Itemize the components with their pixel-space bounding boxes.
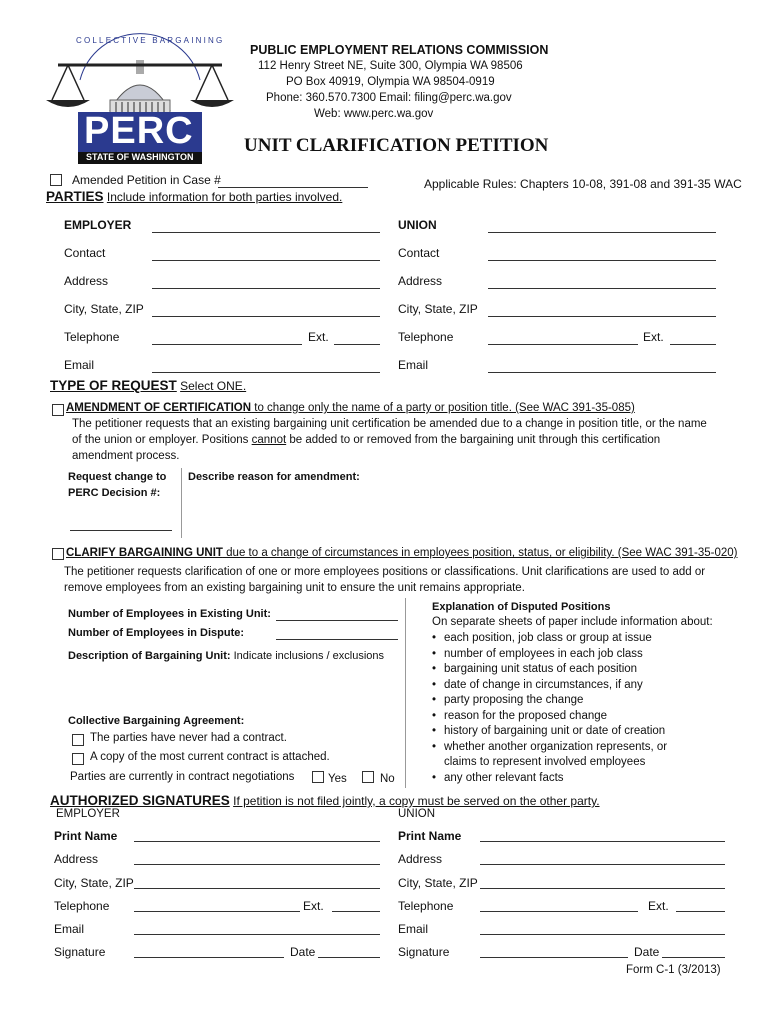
perc-logo — [40, 30, 240, 170]
sig-union-ext-field[interactable] — [676, 911, 725, 912]
explanation-bullet-item: • each position, job class or group at issue — [444, 632, 652, 644]
sig-union-telephone-label: Telephone — [398, 899, 454, 913]
sig-employer-date-field[interactable] — [318, 957, 380, 958]
union-contact-label: Contact — [398, 246, 440, 260]
employer-ext-label: Ext. — [308, 330, 329, 344]
sig-union-email-label: Email — [398, 922, 429, 936]
amendment-para-3: amendment process. — [72, 450, 180, 462]
signatures-heading: AUTHORIZED SIGNATURES If petition is not filed jointly, a copy must be served on the other party. — [50, 793, 600, 808]
logo-state: STATE OF WASHINGTON — [86, 152, 194, 162]
sig-employer-address-label: Address — [54, 852, 99, 866]
union-email-field[interactable] — [488, 372, 716, 373]
amended-label: Amended Petition in Case # — [72, 173, 221, 187]
clarify-para-2: remove employees from an existing bargaining unit to ensure the unit remains appropriate. — [64, 582, 525, 594]
sig-employer-telephone-field[interactable] — [134, 911, 300, 912]
amendment-para-1: The petitioner requests that an existing bargaining unit certification be amended due to a change in position title, or the name — [72, 418, 707, 430]
never-contract-label: The parties have never had a contract. — [90, 732, 287, 744]
sig-employer-print-name-field[interactable] — [134, 841, 380, 842]
employer-city-field[interactable] — [152, 316, 380, 317]
explanation-bullet-item: • bargaining unit status of each position — [444, 663, 637, 675]
sig-employer-email-field[interactable] — [134, 934, 380, 935]
sig-union-email-field[interactable] — [480, 934, 725, 935]
union-city-field[interactable] — [488, 316, 716, 317]
union-telephone-label: Telephone — [398, 330, 454, 344]
sig-employer-email-label: Email — [54, 922, 85, 936]
form-number: Form C-1 (3/2013) — [626, 964, 721, 976]
amendment-para-2: of the union or employer. Positions cannot be added to or removed from the bargaining unit through this certification — [72, 434, 661, 446]
amendment-checkbox[interactable] — [52, 404, 64, 416]
union-telephone-field[interactable] — [488, 344, 638, 345]
agency-contact: Phone: 360.570.7300 Email: filing@perc.wa.gov — [266, 92, 512, 104]
sig-employer-signature-field[interactable] — [134, 957, 284, 958]
sig-union-date-field[interactable] — [662, 957, 725, 958]
amendment-divider — [181, 468, 182, 538]
desc-unit-field[interactable] — [68, 666, 398, 712]
employer-contact-label: Contact — [64, 246, 106, 260]
sig-employer-city-label: City, State, ZIP — [54, 876, 134, 890]
sig-employer-address-field[interactable] — [134, 864, 380, 865]
sig-union-print-name-label: Print Name — [398, 829, 462, 843]
employer-telephone-label: Telephone — [64, 330, 120, 344]
explanation-bullet-item: • history of bargaining unit or date of creation — [444, 725, 665, 737]
sig-employer-city-field[interactable] — [134, 888, 380, 889]
num-existing-field[interactable] — [276, 620, 398, 621]
logo-name: PERC — [84, 110, 194, 152]
sig-union-city-label: City, State, ZIP — [398, 876, 478, 890]
perc-decision-field[interactable] — [70, 530, 172, 531]
employer-title: EMPLOYER — [64, 218, 132, 232]
explanation-bullet-item: • whether another organization represents, or — [444, 741, 667, 753]
sig-union-signature-field[interactable] — [480, 957, 628, 958]
union-contact-field[interactable] — [488, 260, 716, 261]
union-ext-field[interactable] — [670, 344, 716, 345]
request-heading: TYPE OF REQUEST Select ONE. — [50, 378, 247, 393]
employer-email-field[interactable] — [152, 372, 380, 373]
sig-employer-title: EMPLOYER — [56, 808, 120, 820]
num-existing-label: Number of Employees in Existing Unit: — [68, 608, 271, 620]
amended-checkbox[interactable] — [50, 174, 62, 186]
sig-union-signature-label: Signature — [398, 945, 450, 959]
sig-union-ext-label: Ext. — [648, 899, 669, 913]
sig-employer-telephone-label: Telephone — [54, 899, 110, 913]
negotiations-yes-label: Yes — [328, 773, 347, 785]
copy-attached-label: A copy of the most current contract is attached. — [90, 751, 330, 763]
sig-union-city-field[interactable] — [480, 888, 725, 889]
form-title: UNIT CLARIFICATION PETITION — [244, 135, 549, 156]
clarify-title: CLARIFY BARGAINING UNIT due to a change of circumstances in employees position, status, or eligibility. (See WAC 391-35-020) — [66, 547, 738, 559]
clarify-checkbox[interactable] — [52, 548, 64, 560]
union-address-field[interactable] — [488, 288, 716, 289]
num-dispute-label: Number of Employees in Dispute: — [68, 627, 245, 639]
request-change-label-2: PERC Decision #: — [68, 487, 161, 499]
employer-email-label: Email — [64, 358, 95, 372]
union-email-label: Email — [398, 358, 429, 372]
sig-union-title: UNION — [398, 808, 436, 820]
num-dispute-field[interactable] — [276, 639, 398, 640]
employer-telephone-field[interactable] — [152, 344, 302, 345]
explanation-intro: On separate sheets of paper include information about: — [432, 616, 713, 628]
sig-employer-print-name-label: Print Name — [54, 829, 118, 843]
union-address-label: Address — [398, 274, 443, 288]
employer-city-label: City, State, ZIP — [64, 302, 144, 316]
sig-employer-signature-label: Signature — [54, 945, 106, 959]
negotiations-label: Parties are currently in contract negotiations — [70, 771, 295, 783]
never-contract-checkbox[interactable] — [72, 734, 84, 746]
copy-attached-checkbox[interactable] — [72, 753, 84, 765]
negotiations-no-checkbox[interactable] — [362, 771, 374, 783]
desc-unit-label: Description of Bargaining Unit: Indicate inclusions / exclusions — [68, 650, 385, 662]
explanation-bullet-item: • reason for the proposed change — [444, 710, 607, 722]
amendment-title: AMENDMENT OF CERTIFICATION to change only the name of a party or position title. (See WAC 391-35-085) — [66, 402, 635, 414]
describe-reason-label: Describe reason for amendment: — [188, 471, 360, 483]
sig-union-date-label: Date — [634, 945, 660, 959]
employer-address-label: Address — [64, 274, 109, 288]
union-city-label: City, State, ZIP — [398, 302, 478, 316]
union-name-field[interactable] — [488, 232, 716, 233]
agency-address-2: PO Box 40919, Olympia WA 98504-0919 — [286, 76, 495, 88]
parties-heading: PARTIES Include information for both parties involved. — [46, 189, 343, 204]
explanation-bullet-item: • date of change in circumstances, if any — [444, 679, 643, 691]
explanation-bullet-item: • any other relevant facts — [444, 772, 564, 784]
explanation-bullet-item: • party proposing the change — [444, 694, 583, 706]
agency-web: Web: www.perc.wa.gov — [314, 108, 434, 120]
request-change-label-1: Request change to — [68, 471, 167, 483]
negotiations-yes-checkbox[interactable] — [312, 771, 324, 783]
agency-name: PUBLIC EMPLOYMENT RELATIONS COMMISSION — [250, 43, 549, 57]
explanation-bullet-item: • number of employees in each job class — [444, 648, 643, 660]
logo-arc-text: COLLECTIVE BARGAINING — [76, 36, 225, 45]
sig-union-print-name-field[interactable] — [480, 841, 725, 842]
sig-union-address-field[interactable] — [480, 864, 725, 865]
bullet-continuation: claims to represent involved employees — [444, 756, 646, 768]
negotiations-no-label: No — [380, 773, 395, 785]
clarify-divider — [405, 598, 406, 788]
describe-reason-field[interactable] — [188, 486, 718, 538]
sig-employer-ext-field[interactable] — [332, 911, 380, 912]
sig-employer-date-label: Date — [290, 945, 316, 959]
employer-address-field[interactable] — [152, 288, 380, 289]
clarify-para-1: The petitioner requests clarification of one or more employees positions or classifications. Unit clarifications are used to add or — [64, 566, 706, 578]
agency-address-1: 112 Henry Street NE, Suite 300, Olympia WA 98506 — [258, 60, 523, 72]
explanation-title: Explanation of Disputed Positions — [432, 601, 611, 613]
sig-employer-ext-label: Ext. — [303, 899, 324, 913]
amended-case-field[interactable] — [218, 187, 368, 188]
cba-label: Collective Bargaining Agreement: — [68, 715, 245, 727]
union-title: UNION — [398, 218, 437, 232]
sig-union-address-label: Address — [398, 852, 443, 866]
employer-contact-field[interactable] — [152, 260, 380, 261]
sig-union-telephone-field[interactable] — [480, 911, 638, 912]
union-ext-label: Ext. — [643, 330, 664, 344]
employer-ext-field[interactable] — [334, 344, 380, 345]
employer-name-field[interactable] — [152, 232, 380, 233]
applicable-rules: Applicable Rules: Chapters 10-08, 391-08 and 391-35 WAC — [424, 177, 742, 191]
